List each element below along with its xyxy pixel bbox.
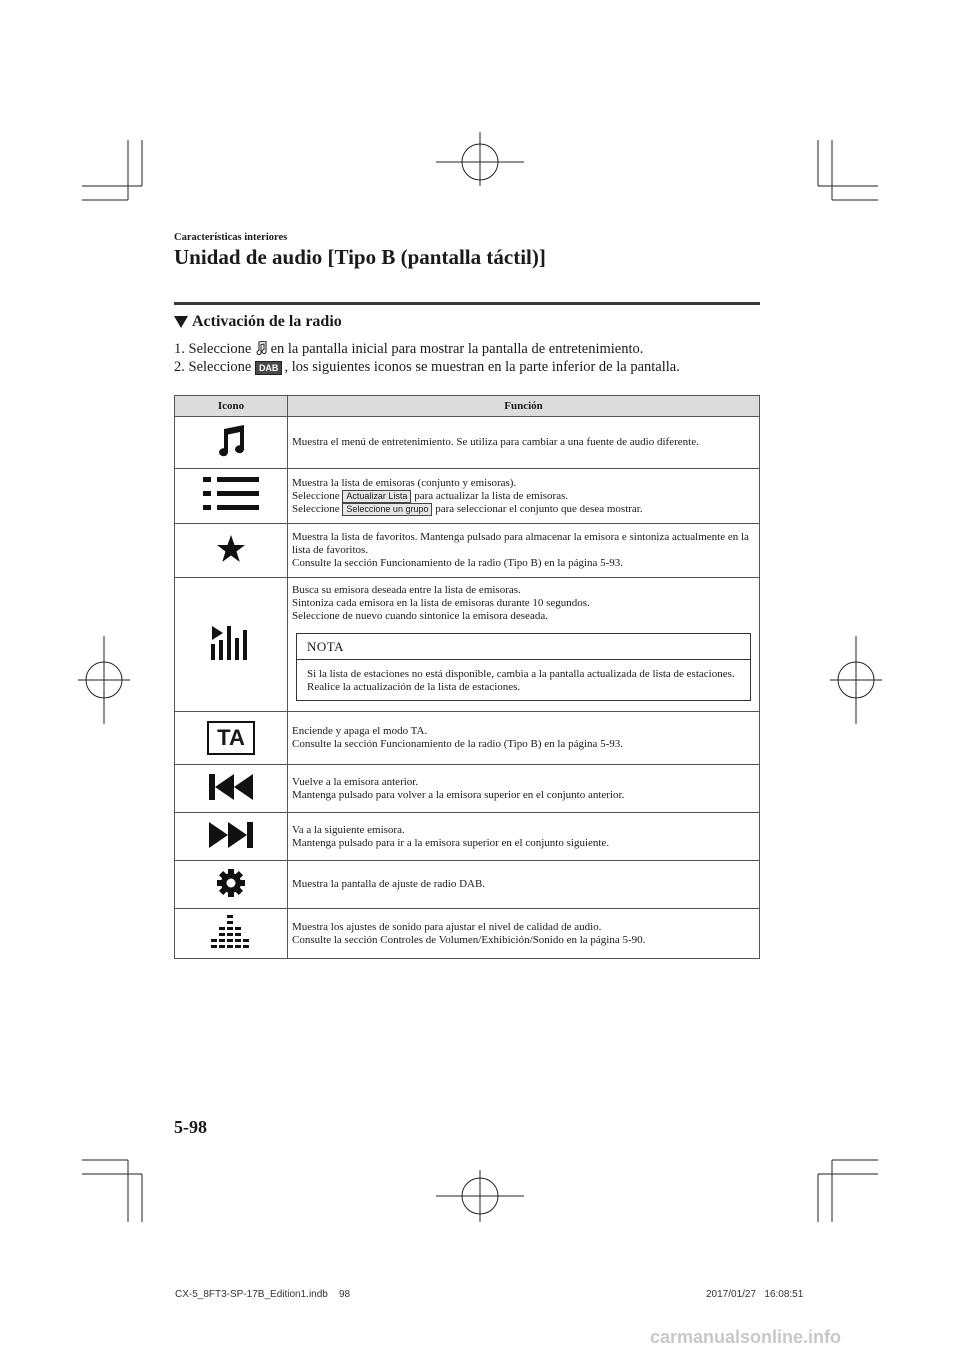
- step-text-pre: Seleccione: [188, 359, 252, 375]
- table-row: [175, 469, 760, 524]
- update-list-button: Actualizar Lista: [342, 490, 411, 503]
- function-table: [174, 395, 760, 959]
- section-label: Características interiores: [174, 232, 288, 243]
- table-row: [175, 417, 760, 469]
- column-header-function: Función: [288, 396, 760, 417]
- step-number: 1.: [174, 341, 185, 357]
- page-number: 5-98: [174, 1117, 207, 1137]
- row-desc: Muestra la lista de emisoras (conjunto y emisoras).: [292, 476, 517, 489]
- row-desc: Seleccione de nuevo cuando sintonice la emisora deseada.: [292, 610, 548, 622]
- select-group-button: Seleccione un grupo: [342, 503, 432, 516]
- table-header-row: [175, 396, 760, 417]
- footer-timestamp: 2017/01/27 16:08:51: [706, 1289, 804, 1300]
- music-note-icon: [255, 341, 267, 355]
- sound-settings-icon: [211, 915, 251, 949]
- music-note-icon: [213, 423, 249, 459]
- row-desc: Mantenga pulsado para ir a la emisora superior en el conjunto siguiente.: [292, 836, 610, 849]
- note-body: Si la lista de estaciones no está disponible, cambia a la pantalla actualizada de lista de estaciones. Realice la actualización de la lista de estaciones.: [307, 668, 735, 693]
- step-number: 2.: [174, 359, 185, 375]
- table-row: [175, 813, 760, 861]
- step-1: [174, 340, 680, 358]
- table-row: [175, 765, 760, 813]
- step-2: [174, 358, 680, 376]
- step-text-pre: Seleccione: [188, 341, 252, 357]
- row-desc: Muestra el menú de entretenimiento. Se utiliza para cambiar a una fuente de audio diferente.: [292, 436, 699, 448]
- next-track-icon: [209, 822, 253, 848]
- dab-chip: DAB: [255, 361, 283, 375]
- note-box: [296, 633, 751, 701]
- row-desc: Muestra la lista de favoritos. Mantenga pulsado para almacenar la emisora e sintoniza actualmente en la lista de favoritos.: [292, 531, 749, 556]
- row-desc: Consulte la sección Funcionamiento de la radio (Tipo B) en la página 5-93.: [292, 738, 624, 750]
- column-header-icon: Icono: [175, 396, 288, 417]
- table-row: [175, 712, 760, 765]
- row-desc: Seleccione Actualizar Lista para actualizar la lista de emisoras.: [292, 489, 569, 502]
- footer-file-info: CX-5_8FT3-SP-17B_Edition1.indb 98: [175, 1289, 351, 1300]
- step-text-post: , los siguientes iconos se muestran en la parte inferior de la pantalla.: [284, 359, 680, 375]
- row-desc: Seleccione Seleccione un grupo para seleccionar el conjunto que desea mostrar.: [292, 502, 643, 515]
- row-desc: Enciende y apaga el modo TA.: [292, 725, 428, 737]
- triangle-down-icon: [174, 316, 188, 328]
- page-title: Unidad de audio [Tipo B (pantalla táctil)]: [174, 245, 546, 269]
- title-divider: [174, 302, 760, 305]
- star-icon: [216, 534, 246, 564]
- row-desc: Va a la siguiente emisora.: [292, 823, 405, 836]
- table-row: [175, 861, 760, 909]
- row-desc: Muestra los ajustes de sonido para ajustar el nivel de calidad de audio.: [292, 920, 602, 933]
- table-row: [175, 524, 760, 578]
- previous-track-icon: [209, 774, 253, 800]
- row-desc: Mantenga pulsado para volver a la emisora superior en el conjunto anterior.: [292, 788, 625, 801]
- ta-icon: TA: [207, 721, 255, 755]
- scan-icon: [211, 626, 251, 660]
- table-row: [175, 578, 760, 712]
- row-desc: Vuelve a la emisora anterior.: [292, 775, 419, 788]
- step-text-post: en la pantalla inicial para mostrar la pantalla de entretenimiento.: [270, 341, 644, 357]
- row-desc: Muestra la pantalla de ajuste de radio DAB.: [292, 878, 486, 890]
- row-desc: Busca su emisora deseada entre la lista de emisoras.: [292, 584, 521, 596]
- row-desc: Sintoniza cada emisora en la lista de emisoras durante 10 segundos.: [292, 597, 590, 609]
- subsection-title: Activación de la radio: [192, 313, 342, 330]
- table-row: [175, 909, 760, 959]
- watermark: carmanualsonline.info: [650, 1327, 842, 1347]
- subsection-heading: [174, 313, 342, 331]
- list-icon: [203, 475, 259, 513]
- note-title: NOTA: [297, 634, 750, 660]
- gear-icon: [216, 868, 246, 898]
- row-desc: Consulte la sección Controles de Volumen/Exhibición/Sonido en la página 5-90.: [292, 933, 646, 946]
- steps-list: [174, 340, 680, 376]
- row-desc: Consulte la sección Funcionamiento de la radio (Tipo B) en la página 5-93.: [292, 557, 624, 569]
